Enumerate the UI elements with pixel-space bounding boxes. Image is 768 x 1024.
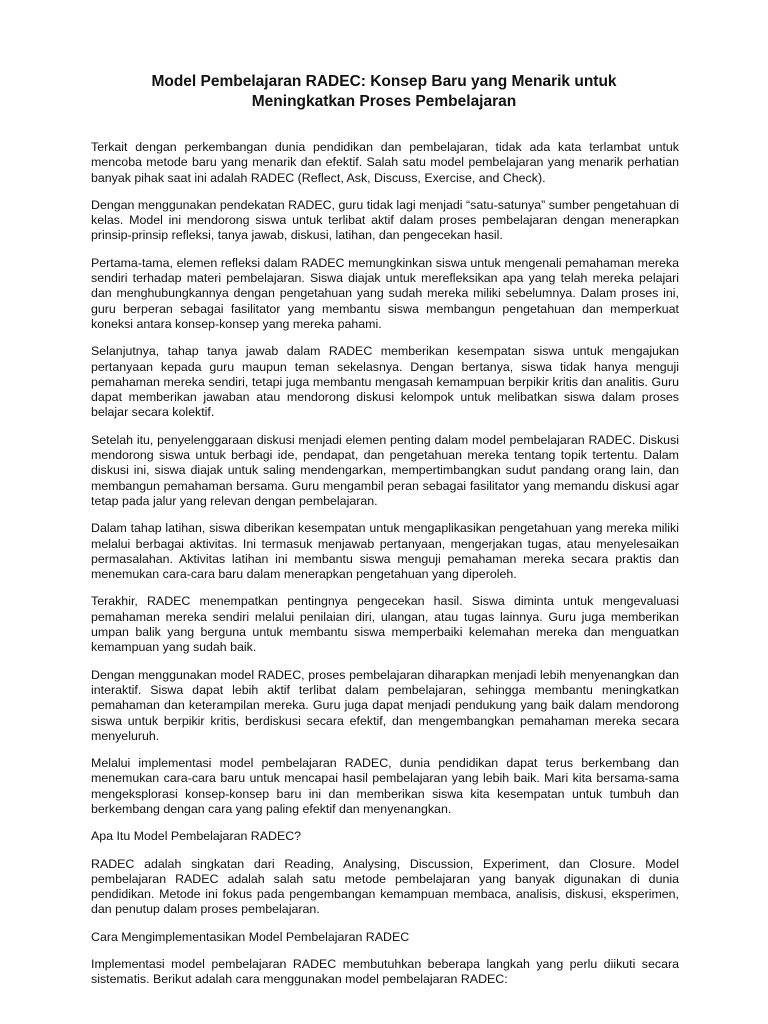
paragraph-discuss: Setelah itu, penyelenggaraan diskusi menjadi elemen penting dalam model pembelajaran RADEC. Diskusi mendorong siswa untuk berbagi ide, pendapat, dan pengetahuan mereka tentang topik tertentu. Dalam diskusi ini, siswa diajak untuk saling mendengarkan, mempertimbangkan sudut pandang orang lain, dan membangun pemahaman bersama. Guru mengambil peran sebagai fasilitator yang memandu diskusi agar tetap pada jalur yang relevan dengan pembelajaran. [91,432,679,508]
paragraph-implementation: Implementasi model pembelajaran RADEC membutuhkan beberapa langkah yang perlu diikuti secara sistematis. Berikut adalah cara menggunakan model pembelajaran RADEC: [91,957,679,987]
paragraph-reflect: Pertama-tama, elemen refleksi dalam RADEC memungkinkan siswa untuk mengenali pemahaman mereka sendiri terhadap materi pembelajaran. Siswa diajak untuk merefleksikan apa yang telah mereka pelajari dan menghubungkannya dengan pengetahuan yang sudah mereka miliki sebelumnya. Dalam proses ini, guru berperan sebagai fasilitator yang membantu siswa membangun pengetahuan dan memperkuat koneksi antara konsep-konsep yang mereka pahami. [91,255,679,331]
paragraph-check: Terakhir, RADEC menempatkan pentingnya pengecekan hasil. Siswa diminta untuk mengevaluasi pemahaman mereka sendiri melalui penilaian diri, ulangan, atau tugas lainnya. Guru juga memberikan umpan balik yang berguna untuk membantu siswa memperbaiki kelemahan mereka dan menguatkan kemampuan yang sudah baik. [91,594,679,655]
paragraph-conclusion: Melalui implementasi model pembelajaran RADEC, dunia pendidikan dapat terus berkembang dan menemukan cara-cara baru untuk mencapai hasil pembelajaran yang lebih baik. Mari kita bersama-sama mengeksplorasi konsep-konsep baru ini dan memberikan siswa kita kesempatan untuk tumbuh dan berkembang dengan cara yang paling efektif dan menyenangkan. [91,756,679,816]
paragraph-radec-definition: RADEC adalah singkatan dari Reading, Analysing, Discussion, Experiment, dan Closure. Model pembelajaran RADEC adalah salah satu metode pembelajaran yang banyak digunakan di dunia pendidikan. Metode ini fokus pada pengembangan kemampuan membaca, analisis, diskusi, eksperimen, dan penutup dalam proses pembelajaran. [91,856,679,917]
paragraph-radec-approach: Dengan menggunakan pendekatan RADEC, guru tidak lagi menjadi “satu-satunya” sumber pengetahuan di kelas. Model ini mendorong siswa untuk terlibat aktif dalam proses pembelajaran dengan menerapkan prinsip-prinsip refleksi, tanya jawab, diskusi, latihan, dan pengecekan hasil. [91,197,679,243]
paragraph-intro: Terkait dengan perkembangan dunia pendidikan dan pembelajaran, tidak ada kata terlambat untuk mencoba metode baru yang menarik dan efektif. Salah satu model pembelajaran yang menarik perhatian banyak pihak saat ini adalah RADEC (Reflect, Ask, Discuss, Exercise, and Check). [91,140,679,185]
document-title: Model Pembelajaran RADEC: Konsep Baru yang Menarik untuk Meningkatkan Proses Pembelajaran [151,73,617,110]
section-heading-what-is-radec: Apa Itu Model Pembelajaran RADEC? [91,829,302,844]
paragraph-ask: Selanjutnya, tahap tanya jawab dalam RADEC memberikan kesempatan siswa untuk mengajukan pertanyaan kepada guru maupun teman sekelasnya. Dengan bertanya, siswa tidak hanya menguji pemahaman mereka sendiri, tetapi juga membantu mengasah kemampuan berpikir kritis dan analitis. Guru dapat memberikan jawaban atau mendorong diskusi kelompok untuk melibatkan siswa dalam proses belajar secara kolektif. [91,344,679,420]
section-heading-implementation: Cara Mengimplementasikan Model Pembelajaran RADEC [91,929,410,944]
document-body [91,140,679,1000]
paragraph-exercise: Dalam tahap latihan, siswa diberikan kesempatan untuk mengaplikasikan pengetahuan yang mereka miliki melalui berbagai aktivitas. Ini termasuk menjawab pertanyaan, mengerjakan tugas, atau menyelesaikan permasalahan. Aktivitas latihan ini membantu siswa menguji pemahaman mereka secara praktis dan menemukan cara-cara baru dalam menerapkan pengetahuan yang diperoleh. [91,521,679,582]
paragraph-benefits: Dengan menggunakan model RADEC, proses pembelajaran diharapkan menjadi lebih menyenangkan dan interaktif. Siswa dapat lebih aktif terlibat dalam pembelajaran, sehingga membantu meningkatkan pemahaman dan keterampilan mereka. Guru juga dapat menjadi pendukung yang baik dalam mendorong siswa untuk berpikir kritis, berdiskusi secara efektif, dan mengembangkan pemahaman mereka secara menyeluruh. [91,667,679,743]
